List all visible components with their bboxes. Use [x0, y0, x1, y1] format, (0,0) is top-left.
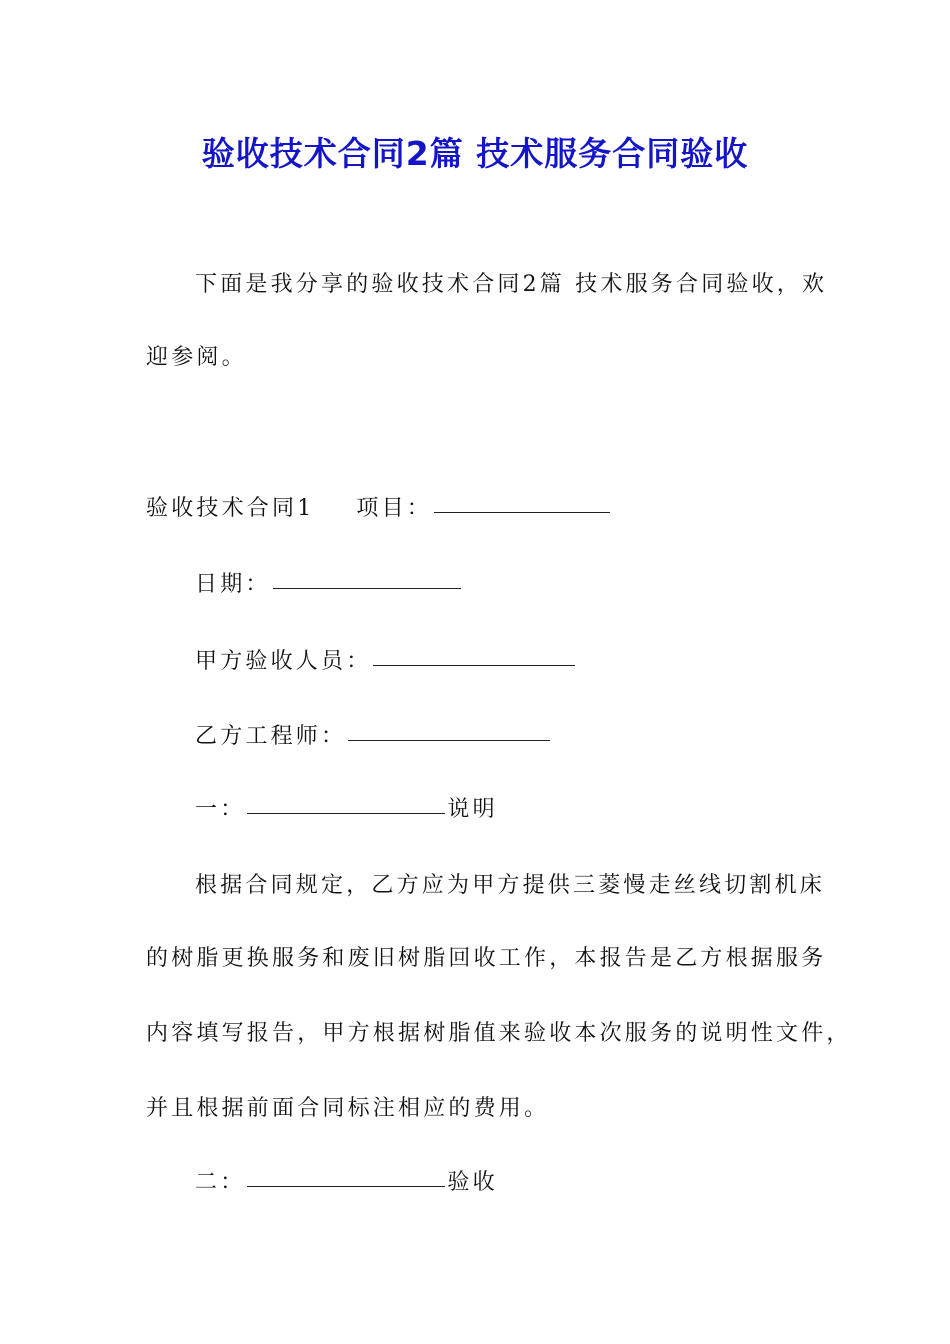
party-b-line: [195, 722, 552, 752]
section1-suffix: 说明: [447, 797, 498, 822]
party-b-blank[interactable]: [348, 739, 550, 741]
section2-heading-line: [195, 1168, 498, 1198]
date-line: [195, 570, 463, 600]
section2-suffix: 验收: [447, 1170, 498, 1195]
project-label: 项目：: [356, 496, 433, 521]
document-title: 验收技术合同2篇 技术服务合同验收: [201, 134, 749, 173]
section1-paragraph-line-1: 根据合同规定，乙方应为甲方提供三菱慢走丝线切割机床: [195, 873, 826, 898]
project-blank[interactable]: [434, 511, 610, 513]
party-b-label: 乙方工程师：: [195, 724, 347, 749]
intro-line-2: 迎参阅。: [146, 345, 247, 370]
section1-paragraph-line-2: 的树脂更换服务和废旧树脂回收工作，本报告是乙方根据服务: [146, 946, 827, 971]
date-blank[interactable]: [273, 587, 461, 589]
section1-prefix: 一：: [195, 797, 246, 822]
party-a-label: 甲方验收人员：: [195, 649, 372, 674]
section1-paragraph-line-4: 并且根据前面合同标注相应的费用。: [146, 1096, 550, 1121]
date-label: 日期：: [195, 572, 271, 597]
contract-heading-line: [146, 494, 612, 524]
party-a-line: [195, 647, 577, 677]
intro-line-1: 下面是我分享的验收技术合同2篇 技术服务合同验收，欢: [195, 272, 828, 297]
section1-heading-line: [195, 795, 498, 825]
section1-paragraph-line-3: 内容填写报告，甲方根据树脂值来验收本次服务的说明性文件，: [146, 1021, 852, 1046]
section2-blank[interactable]: [247, 1185, 445, 1187]
contract-heading: 验收技术合同1: [146, 496, 315, 521]
party-a-blank[interactable]: [373, 664, 575, 666]
section1-blank[interactable]: [247, 812, 445, 814]
section2-prefix: 二：: [195, 1170, 246, 1195]
